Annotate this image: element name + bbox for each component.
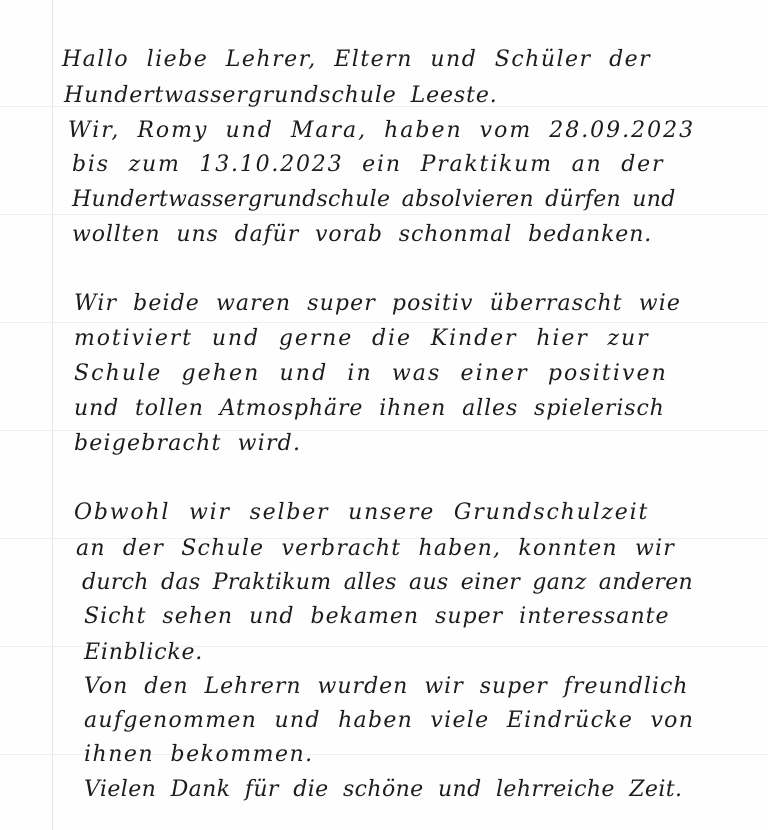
letter-line: bis zum 13.10.2023 ein Praktikum an der [72, 152, 665, 177]
letter-line: Wir, Romy und Mara, haben vom 28.09.2023 [68, 118, 696, 143]
letter-line: ihnen bekommen. [84, 742, 314, 767]
letter-line: Obwohl wir selber unsere Grundschulzeit [74, 500, 650, 525]
letter-line: Hallo liebe Lehrer, Eltern und Schüler der [62, 47, 652, 72]
letter-line: an der Schule verbracht haben, konnten wir [76, 536, 675, 561]
letter-line: Sicht sehen und bekamen super interessante [84, 604, 670, 629]
ruled-line [0, 214, 768, 215]
letter-line: motiviert und gerne die Kinder hier zur [74, 326, 650, 351]
letter-line: Schule gehen und in was einer positiven [74, 361, 668, 386]
letter-line: und tollen Atmosphäre ihnen alles spielerisch [74, 396, 665, 421]
margin-line [52, 0, 53, 830]
letter-line: beigebracht wird. [74, 431, 302, 456]
ruled-line [0, 322, 768, 323]
letter-line: Vielen Dank für die schöne und lehrreiche Zeit. [84, 777, 683, 802]
letter-line: Hundertwassergrundschule Leeste. [64, 83, 498, 108]
letter-line: Wir beide waren super positiv überrascht wie [74, 291, 681, 316]
letter-line: Von den Lehrern wurden wir super freundlich [84, 674, 689, 699]
letter-line: durch das Praktikum alles aus einer ganz anderen [82, 570, 693, 595]
letter-line: Hundertwassergrundschule absolvieren dürfen und [72, 187, 676, 212]
letter-line: wollten uns dafür vorab schonmal bedanken. [72, 222, 653, 247]
letter-line: aufgenommen und haben viele Eindrücke von [84, 708, 695, 733]
letter-line: Einblicke. [84, 640, 204, 665]
